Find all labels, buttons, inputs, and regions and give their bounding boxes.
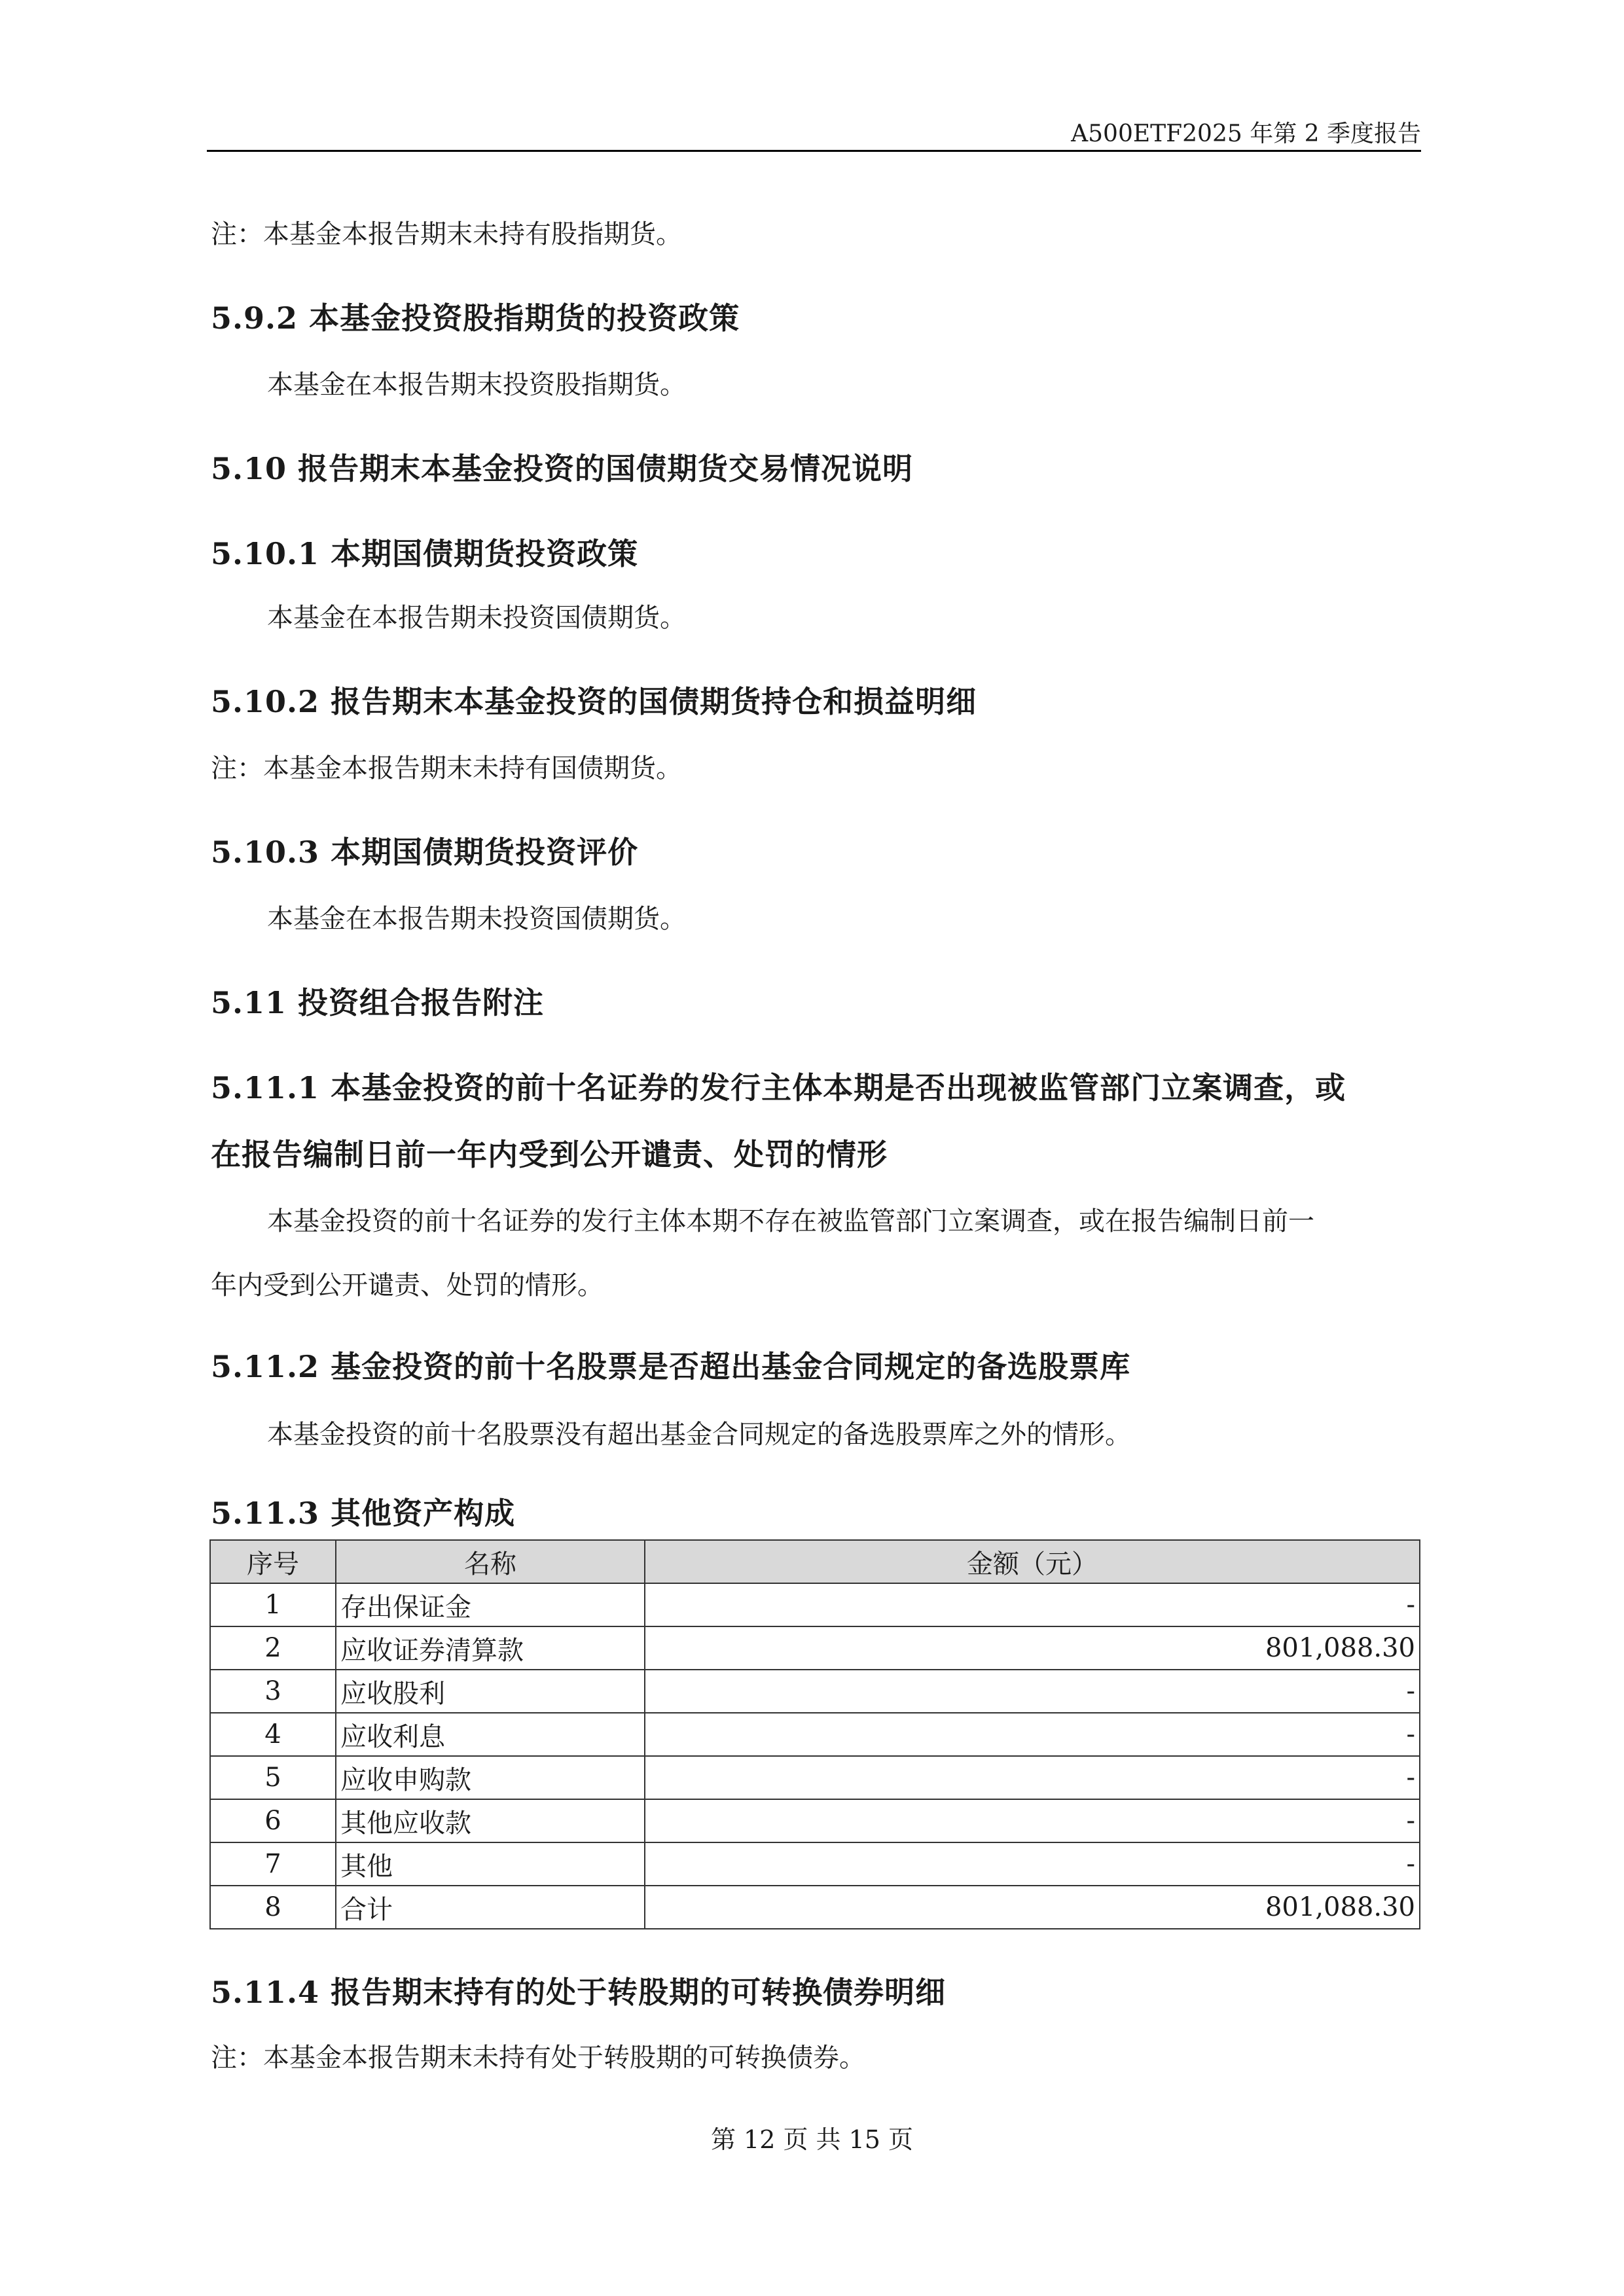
cell-amount: - bbox=[645, 1583, 1420, 1626]
cell-amount: - bbox=[645, 1756, 1420, 1799]
heading-5-11-2: 5.11.2 基金投资的前十名股票是否超出基金合同规定的备选股票库 bbox=[211, 1349, 1131, 1384]
cell-name: 其他 bbox=[336, 1842, 645, 1886]
cell-amount: - bbox=[645, 1713, 1420, 1756]
cell-name: 合计 bbox=[336, 1886, 645, 1929]
heading-5-9-2: 5.9.2 本基金投资股指期货的投资政策 bbox=[211, 300, 740, 336]
heading-5-10-2: 5.10.2 报告期末本基金投资的国债期货持仓和损益明细 bbox=[211, 684, 977, 719]
cell-amount: - bbox=[645, 1842, 1420, 1886]
note-5-10-2: 注：本基金本报告期末未持有国债期货。 bbox=[211, 753, 682, 783]
table-row bbox=[210, 1670, 1420, 1713]
table-row bbox=[210, 1756, 1420, 1799]
cell-no: 3 bbox=[210, 1670, 336, 1713]
column-header-no: 序号 bbox=[210, 1540, 336, 1583]
cell-no: 1 bbox=[210, 1583, 336, 1626]
note-592: 注：本基金本报告期末未持有股指期货。 bbox=[211, 219, 682, 249]
cell-name: 应收股利 bbox=[336, 1670, 645, 1713]
table-row bbox=[210, 1583, 1420, 1626]
note-5-11-4: 注：本基金本报告期末未持有处于转股期的可转换债券。 bbox=[211, 2043, 865, 2073]
cell-amount: - bbox=[645, 1799, 1420, 1842]
cell-no: 8 bbox=[210, 1886, 336, 1929]
heading-5-10-3: 5.10.3 本期国债期货投资评价 bbox=[211, 834, 639, 870]
cell-name: 其他应收款 bbox=[336, 1799, 645, 1842]
table-row bbox=[210, 1713, 1420, 1756]
paragraph-5-10-3: 本基金在本报告期未投资国债期货。 bbox=[267, 904, 686, 934]
paragraph-5-11-1-line2: 年内受到公开谴责、处罚的情形。 bbox=[211, 1270, 604, 1300]
cell-no: 4 bbox=[210, 1713, 336, 1756]
page-number: 第 12 页 共 15 页 bbox=[710, 2125, 914, 2154]
report-header-title: A500ETF2025 年第 2 季度报告 bbox=[1071, 120, 1421, 147]
cell-no: 6 bbox=[210, 1799, 336, 1842]
heading-5-11-4: 5.11.4 报告期末持有的处于转股期的可转换债券明细 bbox=[211, 1975, 947, 2010]
paragraph-5-9-2: 本基金在本报告期末投资股指期货。 bbox=[267, 370, 686, 400]
table-row bbox=[210, 1799, 1420, 1842]
cell-no: 2 bbox=[210, 1626, 336, 1670]
heading-5-11: 5.11 投资组合报告附注 bbox=[211, 985, 545, 1020]
cell-no: 5 bbox=[210, 1756, 336, 1799]
cell-name: 应收申购款 bbox=[336, 1756, 645, 1799]
cell-name: 应收利息 bbox=[336, 1713, 645, 1756]
column-header-name: 名称 bbox=[336, 1540, 645, 1583]
heading-5-11-1-line1: 5.11.1 本基金投资的前十名证券的发行主体本期是否出现被监管部门立案调查，或 bbox=[211, 1070, 1346, 1105]
heading-5-11-3: 5.11.3 其他资产构成 bbox=[211, 1496, 516, 1531]
table-row bbox=[210, 1842, 1420, 1886]
paragraph-5-11-1-line1: 本基金投资的前十名证券的发行主体本期不存在被监管部门立案调查，或在报告编制日前一 bbox=[267, 1206, 1314, 1236]
cell-amount: 801,088.30 bbox=[645, 1886, 1420, 1929]
paragraph-5-10-1: 本基金在本报告期未投资国债期货。 bbox=[267, 603, 686, 633]
cell-amount: 801,088.30 bbox=[645, 1626, 1420, 1670]
table-header-row bbox=[210, 1540, 1420, 1583]
heading-5-10-1: 5.10.1 本期国债期货投资政策 bbox=[211, 536, 639, 571]
cell-name: 存出保证金 bbox=[336, 1583, 645, 1626]
cell-name: 应收证券清算款 bbox=[336, 1626, 645, 1670]
heading-5-11-1-line2: 在报告编制日前一年内受到公开谴责、处罚的情形 bbox=[211, 1137, 888, 1172]
paragraph-5-11-2: 本基金投资的前十名股票没有超出基金合同规定的备选股票库之外的情形。 bbox=[267, 1420, 1131, 1450]
header-divider bbox=[207, 150, 1421, 152]
table-row-total bbox=[210, 1886, 1420, 1929]
heading-5-10: 5.10 报告期末本基金投资的国债期货交易情况说明 bbox=[211, 451, 914, 486]
cell-no: 7 bbox=[210, 1842, 336, 1886]
cell-amount: - bbox=[645, 1670, 1420, 1713]
other-assets-table bbox=[209, 1539, 1420, 1929]
table-row bbox=[210, 1626, 1420, 1670]
column-header-amount: 金额（元） bbox=[645, 1540, 1420, 1583]
